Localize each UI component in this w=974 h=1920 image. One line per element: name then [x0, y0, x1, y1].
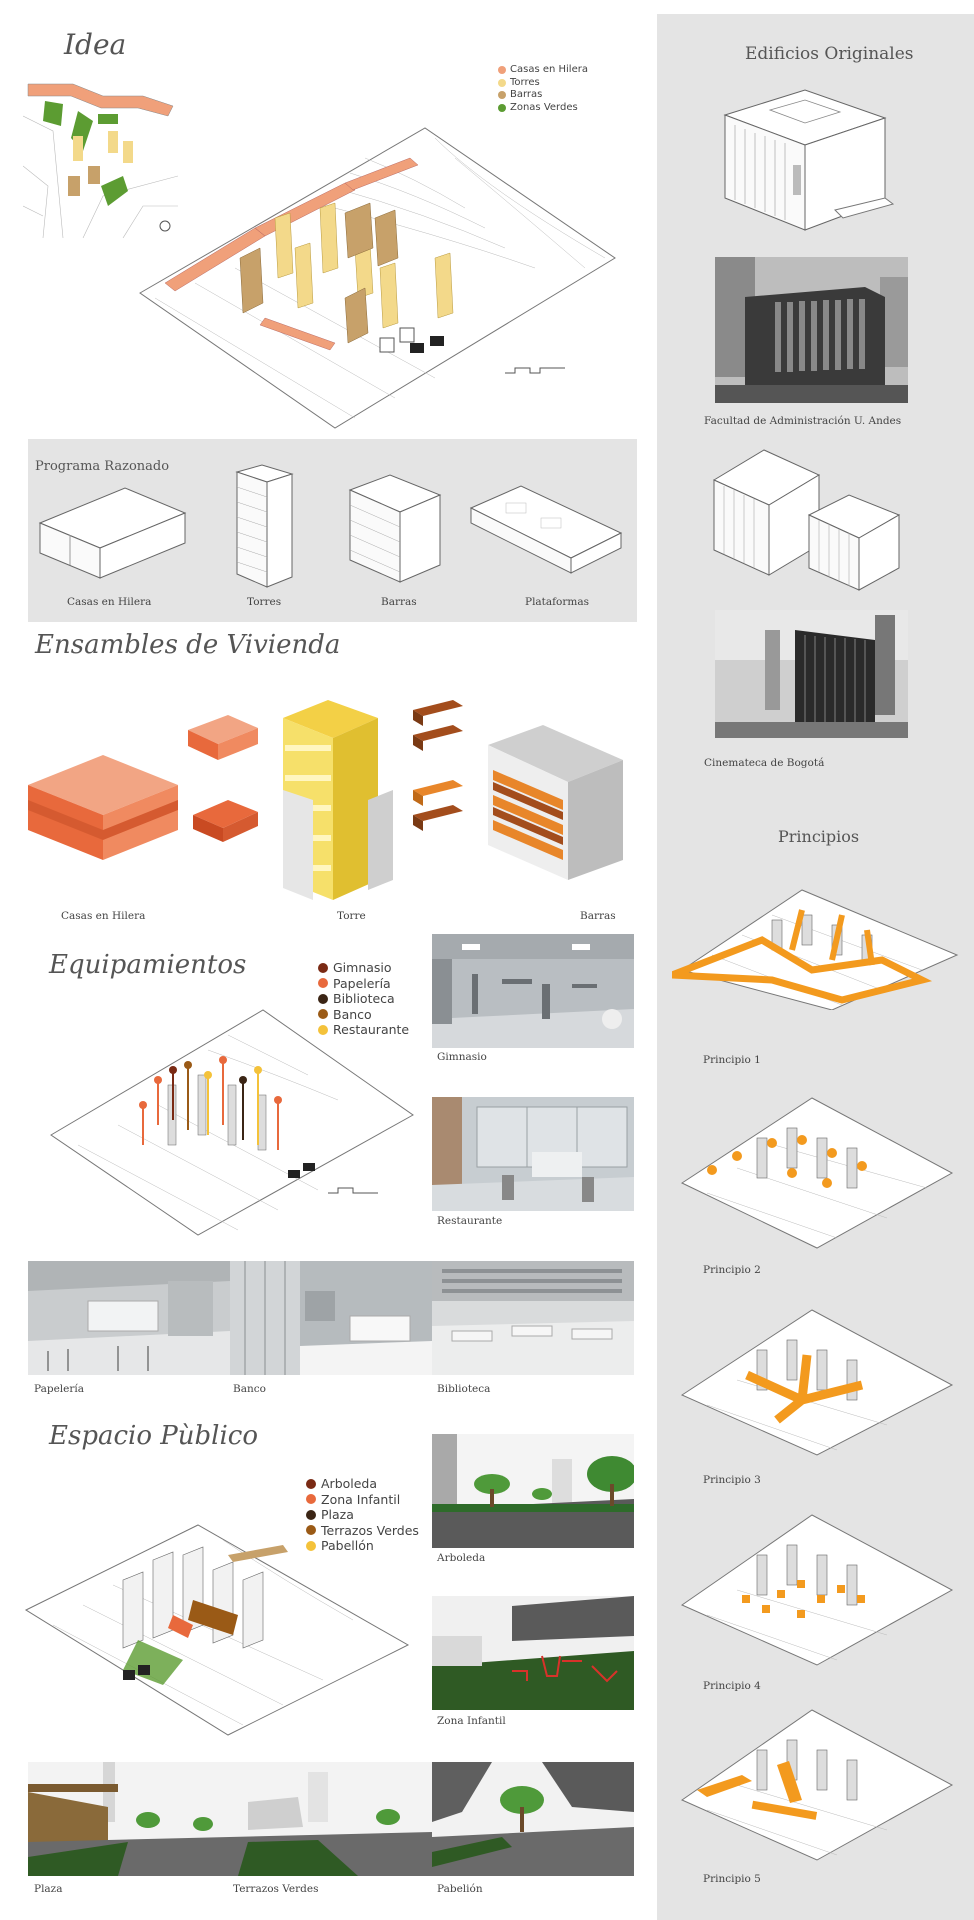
ensambles-title: Ensambles de Vivienda — [35, 630, 341, 660]
biblioteca-render — [432, 1261, 634, 1375]
legend-label: Barras — [510, 89, 543, 100]
principio-5-caption: Principio 5 — [703, 1873, 761, 1885]
legend-swatch — [318, 994, 328, 1004]
principios-title: Principios — [778, 827, 860, 846]
legend-item — [498, 64, 588, 77]
zona-infantil-caption: Zona Infantil — [437, 1715, 506, 1727]
ensambles-caption-torre: Torre — [337, 910, 366, 922]
banco-render — [230, 1261, 432, 1375]
legend-swatch — [498, 66, 506, 74]
legend-item — [318, 976, 409, 992]
espacio-publico-site-axonometric — [23, 1520, 413, 1740]
banco-caption: Banco — [233, 1383, 266, 1395]
biblioteca-caption: Biblioteca — [437, 1383, 491, 1395]
legend-label: Arboleda — [321, 1476, 378, 1491]
arboleda-caption: Arboleda — [437, 1552, 486, 1564]
principio-1-map — [672, 860, 962, 1010]
principio-4-caption: Principio 4 — [703, 1680, 761, 1692]
ensambles-caption-barras: Barras — [580, 910, 616, 922]
facultad-photo — [715, 257, 908, 403]
edificios-title: Edificios Originales — [745, 44, 914, 64]
programa-label-casas: Casas en Hilera — [67, 596, 152, 608]
principio-2-caption: Principio 2 — [703, 1264, 761, 1276]
legend-label: Torres — [510, 76, 540, 88]
papeleria-caption: Papelería — [34, 1383, 84, 1395]
terrazos-verdes-caption: Terrazos Verdes — [233, 1883, 319, 1895]
legend-item — [318, 960, 409, 976]
ensambles-caption-casas: Casas en Hilera — [61, 910, 146, 922]
plaza-terrazos-render — [28, 1762, 432, 1876]
espacio-publico-title: Espacio Pùblico — [49, 1421, 258, 1451]
zona-infantil-render — [432, 1596, 634, 1710]
cinemateca-photo — [715, 610, 908, 738]
legend-label: Biblioteca — [333, 991, 395, 1006]
principio-2-map — [677, 1078, 957, 1253]
legend-label: Gimnasio — [333, 960, 392, 975]
principio-3-caption: Principio 3 — [703, 1474, 761, 1486]
legend-swatch — [318, 963, 328, 973]
equipamientos-title: Equipamientos — [49, 950, 247, 980]
plaza-caption: Plaza — [34, 1883, 63, 1895]
pabellon-caption: Pabelión — [437, 1883, 483, 1895]
legend-label: Zona Infantil — [321, 1491, 401, 1507]
legend-swatch — [498, 79, 506, 87]
restaurante-caption: Restaurante — [437, 1215, 503, 1227]
legend-label: Casas en Hilera — [510, 64, 588, 75]
barras-drawing — [345, 470, 445, 585]
casas-hilera-drawing — [35, 478, 190, 583]
legend-swatch — [498, 104, 506, 112]
legend-item — [306, 1492, 419, 1508]
ensambles-drawing — [23, 700, 663, 910]
facultad-drawing — [715, 80, 895, 240]
legend-label: Terrazos Verdes — [321, 1522, 419, 1538]
legend-swatch — [498, 91, 506, 99]
legend-label: Zonas Verdes — [510, 101, 578, 113]
legend-label: Plaza — [321, 1507, 354, 1522]
legend-label: Pabellón — [321, 1538, 374, 1553]
cinemateca-caption: Cinemateca de Bogotá — [704, 757, 825, 769]
principio-5-map — [677, 1695, 957, 1865]
plataformas-drawing — [466, 478, 626, 583]
legend-item — [498, 102, 588, 115]
programa-title: Programa Razonado — [35, 459, 170, 474]
legend-label: Restaurante — [333, 1022, 410, 1037]
idea-legend — [498, 64, 588, 114]
programa-label-barras: Barras — [381, 596, 417, 608]
principio-4-map — [677, 1495, 957, 1670]
idea-site-axonometric — [135, 118, 620, 430]
equipamientos-site-axonometric — [48, 1005, 418, 1240]
restaurante-render — [432, 1097, 634, 1211]
facultad-caption: Facultad de Administración U. Andes — [704, 415, 902, 427]
legend-item — [498, 89, 588, 102]
legend-swatch — [318, 978, 328, 988]
legend-label: Banco — [333, 1006, 372, 1022]
principio-3-map — [677, 1295, 957, 1460]
programa-label-plataformas: Plataformas — [525, 596, 589, 608]
legend-item — [498, 77, 588, 90]
legend-item — [306, 1476, 419, 1492]
legend-swatch — [306, 1510, 316, 1520]
principio-1-caption: Principio 1 — [703, 1054, 761, 1066]
pabellon-render — [432, 1762, 634, 1876]
legend-swatch — [306, 1479, 316, 1489]
arboleda-render — [432, 1434, 634, 1548]
legend-label: Papelería — [333, 975, 391, 991]
gimnasio-render — [432, 934, 634, 1048]
gimnasio-caption: Gimnasio — [437, 1051, 487, 1063]
papeleria-render — [28, 1261, 230, 1375]
cinemateca-drawing — [704, 440, 914, 600]
torres-drawing — [232, 462, 297, 590]
idea-title: Idea — [64, 28, 127, 61]
programa-label-torres: Torres — [247, 596, 282, 608]
legend-swatch — [306, 1494, 316, 1504]
